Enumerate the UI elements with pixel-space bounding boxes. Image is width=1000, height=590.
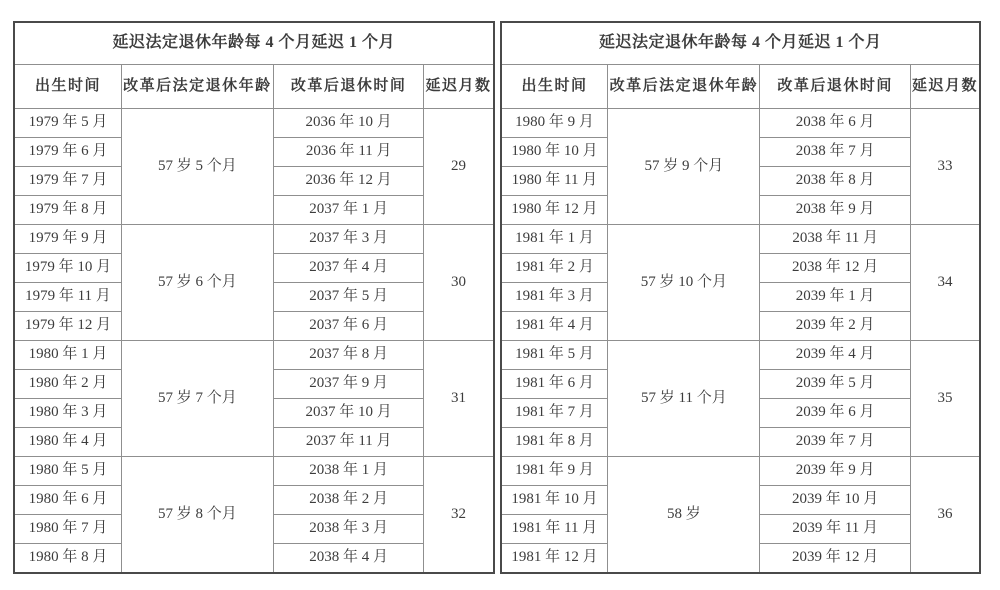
- birth-month-cell: 1979 年 6 月: [14, 138, 121, 167]
- birth-month-cell: 1980 年 12 月: [501, 196, 608, 225]
- retirement-month-cell: 2037 年 4 月: [273, 254, 424, 283]
- birth-month-cell: 1979 年 9 月: [14, 225, 121, 254]
- retirement-month-cell: 2037 年 11 月: [273, 428, 424, 457]
- retirement-age-cell: 57 岁 8 个月: [121, 457, 273, 574]
- retirement-month-cell: 2036 年 11 月: [273, 138, 424, 167]
- retirement-age-cell: 57 岁 10 个月: [608, 225, 760, 341]
- birth-month-cell: 1980 年 5 月: [14, 457, 121, 486]
- retirement-table-right: [500, 21, 982, 574]
- table-title: 延迟法定退休年龄每 4 个月延迟 1 个月: [501, 22, 981, 65]
- birth-month-cell: 1979 年 8 月: [14, 196, 121, 225]
- birth-month-cell: 1980 年 11 月: [501, 167, 608, 196]
- delay-months-cell: 32: [424, 457, 494, 574]
- retirement-age-cell: 57 岁 11 个月: [608, 341, 760, 457]
- birth-month-cell: 1980 年 6 月: [14, 486, 121, 515]
- delay-months-cell: 31: [424, 341, 494, 457]
- retirement-month-cell: 2039 年 1 月: [760, 283, 911, 312]
- table-row: [14, 225, 494, 254]
- delay-months-cell: 35: [910, 341, 980, 457]
- birth-month-cell: 1979 年 7 月: [14, 167, 121, 196]
- retirement-table-left: [13, 21, 495, 574]
- retirement-month-cell: 2036 年 10 月: [273, 109, 424, 138]
- birth-month-cell: 1979 年 5 月: [14, 109, 121, 138]
- birth-month-cell: 1980 年 3 月: [14, 399, 121, 428]
- birth-month-cell: 1980 年 1 月: [14, 341, 121, 370]
- birth-month-cell: 1981 年 9 月: [501, 457, 608, 486]
- delay-months-cell: 29: [424, 109, 494, 225]
- retirement-month-cell: 2039 年 5 月: [760, 370, 911, 399]
- retirement-month-cell: 2038 年 11 月: [760, 225, 911, 254]
- retirement-age-cell: 57 岁 9 个月: [608, 109, 760, 225]
- table-title-row: [14, 22, 494, 65]
- delay-months-cell: 30: [424, 225, 494, 341]
- table-body: [14, 109, 494, 574]
- birth-month-cell: 1980 年 10 月: [501, 138, 608, 167]
- birth-month-cell: 1979 年 10 月: [14, 254, 121, 283]
- retirement-month-cell: 2037 年 8 月: [273, 341, 424, 370]
- table-row: [14, 109, 494, 138]
- birth-month-cell: 1980 年 9 月: [501, 109, 608, 138]
- birth-month-cell: 1980 年 8 月: [14, 544, 121, 574]
- birth-month-cell: 1981 年 12 月: [501, 544, 608, 574]
- birth-month-cell: 1981 年 1 月: [501, 225, 608, 254]
- retirement-month-cell: 2039 年 2 月: [760, 312, 911, 341]
- retirement-month-cell: 2037 年 5 月: [273, 283, 424, 312]
- retirement-month-cell: 2038 年 3 月: [273, 515, 424, 544]
- table-row: [14, 457, 494, 486]
- retirement-month-cell: 2038 年 6 月: [760, 109, 911, 138]
- birth-month-cell: 1981 年 10 月: [501, 486, 608, 515]
- retirement-month-cell: 2039 年 10 月: [760, 486, 911, 515]
- retirement-month-cell: 2038 年 1 月: [273, 457, 424, 486]
- retirement-month-cell: 2037 年 6 月: [273, 312, 424, 341]
- retirement-month-cell: 2039 年 12 月: [760, 544, 911, 574]
- retirement-month-cell: 2039 年 7 月: [760, 428, 911, 457]
- delay-months-cell: 34: [910, 225, 980, 341]
- birth-month-cell: 1981 年 7 月: [501, 399, 608, 428]
- retirement-month-cell: 2039 年 4 月: [760, 341, 911, 370]
- table-row: [501, 341, 981, 370]
- birth-month-cell: 1981 年 2 月: [501, 254, 608, 283]
- tables-container: [13, 21, 981, 572]
- retirement-month-cell: 2037 年 10 月: [273, 399, 424, 428]
- retirement-age-cell: 57 岁 6 个月: [121, 225, 273, 341]
- column-header-statutory-age: 改革后法定退休年龄: [121, 65, 273, 109]
- column-header-retirement-date: 改革后退休时间: [760, 65, 911, 109]
- delay-months-cell: 36: [910, 457, 980, 574]
- retirement-table-left-wrap: [13, 21, 495, 572]
- retirement-age-cell: 57 岁 5 个月: [121, 109, 273, 225]
- table-row: [501, 109, 981, 138]
- retirement-month-cell: 2037 年 1 月: [273, 196, 424, 225]
- birth-month-cell: 1980 年 7 月: [14, 515, 121, 544]
- retirement-month-cell: 2037 年 3 月: [273, 225, 424, 254]
- birth-month-cell: 1981 年 5 月: [501, 341, 608, 370]
- retirement-month-cell: 2038 年 8 月: [760, 167, 911, 196]
- table-body: [501, 109, 981, 574]
- table-row: [501, 457, 981, 486]
- birth-month-cell: 1979 年 11 月: [14, 283, 121, 312]
- table-title: 延迟法定退休年龄每 4 个月延迟 1 个月: [14, 22, 494, 65]
- column-header-retirement-date: 改革后退休时间: [273, 65, 424, 109]
- retirement-month-cell: 2037 年 9 月: [273, 370, 424, 399]
- table-row: [14, 341, 494, 370]
- column-header-row: [14, 65, 494, 109]
- column-header-delay-months: 延迟月数: [424, 65, 494, 109]
- birth-month-cell: 1981 年 8 月: [501, 428, 608, 457]
- birth-month-cell: 1979 年 12 月: [14, 312, 121, 341]
- birth-month-cell: 1981 年 4 月: [501, 312, 608, 341]
- birth-month-cell: 1981 年 11 月: [501, 515, 608, 544]
- retirement-month-cell: 2038 年 12 月: [760, 254, 911, 283]
- retirement-age-cell: 58 岁: [608, 457, 760, 574]
- retirement-age-cell: 57 岁 7 个月: [121, 341, 273, 457]
- retirement-month-cell: 2038 年 2 月: [273, 486, 424, 515]
- table-title-row: [501, 22, 981, 65]
- retirement-month-cell: 2039 年 9 月: [760, 457, 911, 486]
- table-row: [501, 225, 981, 254]
- retirement-month-cell: 2038 年 9 月: [760, 196, 911, 225]
- column-header-birth-date: 出生时间: [501, 65, 608, 109]
- retirement-table-right-wrap: [500, 21, 982, 572]
- column-header-delay-months: 延迟月数: [910, 65, 980, 109]
- birth-month-cell: 1980 年 2 月: [14, 370, 121, 399]
- column-header-row: [501, 65, 981, 109]
- delay-months-cell: 33: [910, 109, 980, 225]
- birth-month-cell: 1981 年 3 月: [501, 283, 608, 312]
- retirement-month-cell: 2036 年 12 月: [273, 167, 424, 196]
- column-header-birth-date: 出生时间: [14, 65, 121, 109]
- birth-month-cell: 1981 年 6 月: [501, 370, 608, 399]
- column-header-statutory-age: 改革后法定退休年龄: [608, 65, 760, 109]
- retirement-month-cell: 2039 年 6 月: [760, 399, 911, 428]
- retirement-month-cell: 2038 年 4 月: [273, 544, 424, 574]
- retirement-month-cell: 2038 年 7 月: [760, 138, 911, 167]
- retirement-month-cell: 2039 年 11 月: [760, 515, 911, 544]
- birth-month-cell: 1980 年 4 月: [14, 428, 121, 457]
